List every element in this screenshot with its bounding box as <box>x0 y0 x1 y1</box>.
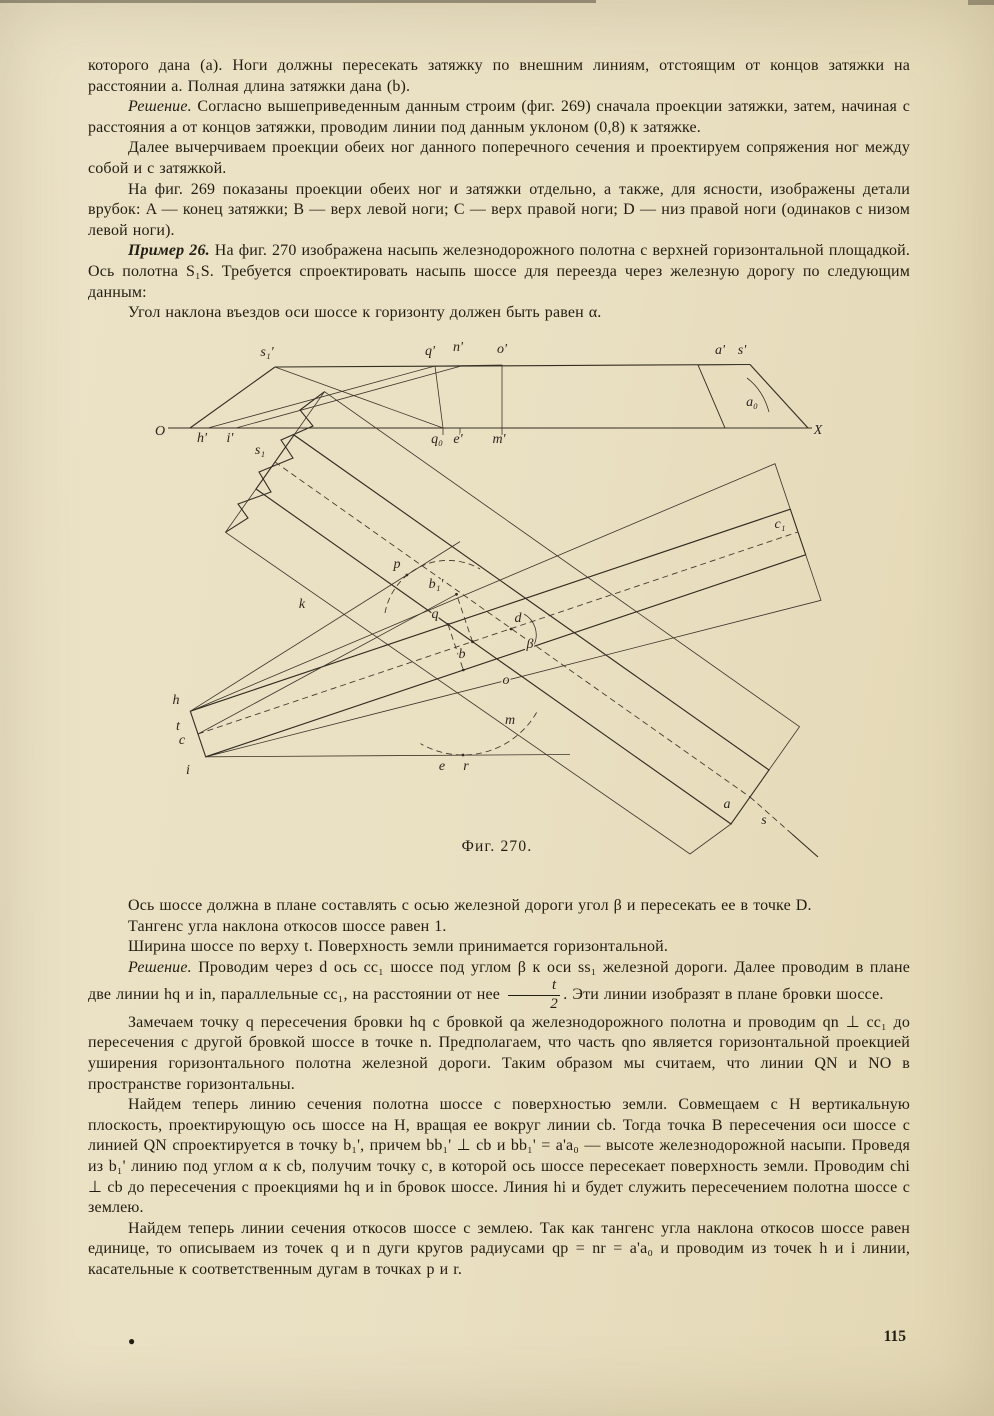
paragraph-dalee: Далее вычерчиваем проекции обеих ног данного поперечного сечения и проектируем сопряжения ног между собой и с затяжкой. <box>88 139 910 177</box>
road-approach-line-i <box>236 366 463 429</box>
print-mark: ● <box>128 1334 136 1348</box>
label-o: o <box>502 673 510 688</box>
label-s-prime: s' <box>737 343 747 358</box>
paragraph-text: Согласно вышеприведенным данным строим (фиг. 269) сначала проекции затяжки, затем, начиная с расстояния a от концов затяжки, проводим линии под данным уклоном (0,8) к затяжке. <box>88 98 910 136</box>
label-n-prime: n' <box>453 342 463 355</box>
paragraph-section-line: Найдем теперь линию сечения полотна шоссе с поверхностью земли. Совмещаем с H вертикальную плоскость, проектирующую ось шоссе на H, вращая ее вокруг линии cb. Тогда точка B пересечения оси шоссе с линией QN спроектируется в точку b₁', причем bb₁' ⊥ cb и bb₁' = a'a₀ — высоте железнодорожной насыпи. Проведя из b₁' линию под углом α к cb, получим точку c, в которой ось шоссе пересекает поверхность земли. Проводим chi ⊥ cb до пересечения с проекциями hq и in бровок шоссе. Линия hi и будет служить пересечением полотна шоссе с землею. <box>88 1096 910 1217</box>
point-b1-prime <box>455 593 458 596</box>
fraction-denominator: 2 <box>550 996 558 1013</box>
scan-edge-corner <box>968 0 994 5</box>
label-c: c <box>178 733 186 748</box>
embankment-top-line <box>275 365 750 368</box>
paragraph-angle-condition: Угол наклона въездов оси шоссе к горизонту должен быть равен α. <box>128 304 602 322</box>
point-p <box>406 574 409 577</box>
paragraph-lead: Решение. <box>128 98 192 116</box>
label-b: b <box>458 647 466 662</box>
highway-upper-slope <box>190 464 790 712</box>
scan-edge-top <box>0 0 596 3</box>
embankment-left-slope-line <box>190 367 275 428</box>
paragraph-tangent-condition: Тангенс угла наклона откосов шоссе равен 1. <box>128 917 447 935</box>
fraction-t-over-2 <box>508 978 560 1013</box>
paragraph-point-q: Замечаем точку q пересечения бровки hq с бровкой qa железнодорожного полотна и проводим qn ⊥ cc₁ до пересечения с другой бровкой шоссе в точке n. Предполагаем, что часть qno является горизонтальной проекцией уширения горизонтального полотна железной дороги. Таким образом мы считаем, что линии QN и NO в пространстве горизонтальны. <box>88 1013 910 1093</box>
label-o-prime: o' <box>497 342 507 357</box>
label-q: q <box>431 607 439 622</box>
label-k: k <box>298 597 306 612</box>
railway-lower-slope <box>226 489 732 854</box>
road-approach-line-h <box>208 366 435 428</box>
paragraph-example-26 <box>88 241 910 303</box>
label-h: h <box>172 693 180 708</box>
construction-diagonal-line <box>275 367 443 428</box>
figure-caption: Фиг. 270. <box>461 838 533 855</box>
figure-270 <box>150 342 980 862</box>
label-X: X <box>813 423 823 438</box>
label-p: p <box>393 557 401 572</box>
paragraph-slope-sections: Найдем теперь линии сечения откосов шоссе с землею. Так как тангенс угла наклона откосов шоссе равен единице, то описываем из точек q и n дуги кругов радиусами qp = nr = a'a₀ и проводим из точек h и i линии, касательные к соответственным дугам в точках p и r. <box>88 1219 910 1278</box>
label-t: t <box>176 719 180 734</box>
label-h-prime: h' <box>197 431 207 446</box>
line-bb1-dashed <box>457 594 473 641</box>
label-d: d <box>514 611 522 626</box>
fraction-numerator: t <box>508 978 560 996</box>
label-q-prime: q' <box>425 344 435 359</box>
label-e-prime: e' <box>453 432 463 447</box>
crossing-hatched-band-elevation <box>435 365 502 428</box>
arc-radius-nr <box>421 713 537 755</box>
highway-axis-dashed <box>198 532 798 734</box>
elevation-view <box>155 342 823 447</box>
tangent-line-h-p <box>190 542 460 712</box>
label-q0: q₀ <box>431 432 443 447</box>
tangent-line-i-r <box>206 755 570 757</box>
paragraph-lead: Пример 26. <box>128 242 210 260</box>
label-b1-prime: b₁' <box>428 577 444 592</box>
label-a0: a₀ <box>746 395 758 410</box>
railway-upper-slope <box>294 392 800 770</box>
label-beta: β <box>526 637 534 652</box>
paragraph-lead: Решение. <box>128 958 192 976</box>
label-a-prime: a' <box>715 343 725 358</box>
label-c1: c₁ <box>774 517 786 532</box>
label-s1: s₁ <box>254 443 266 458</box>
point-q <box>447 623 450 626</box>
line-b1-c-rotated-axis <box>198 594 457 734</box>
bottom-text-block <box>88 896 910 1281</box>
paragraph-continuation: которого дана (a). Ноги должны пересекать затяжку по внешним линиям, отстоящим от концов затяжки на расстоянии a. Полная длина затяжки дана (b). <box>88 57 910 95</box>
paragraph-axis-condition: Ось шоссе должна в плане составлять с осью железной дороги угол β и пересекать ее в точке D. <box>128 897 812 914</box>
figure-270-drawing <box>150 342 980 862</box>
paragraph-fig269: На фиг. 269 показаны проекции обеих ног и затяжки отдельно, а также, для ясности, изображены детали врубок: A — конец затяжки; B — верх левой ноги; C — верх правой ноги; D — низ правой ноги (одинаков с низом левой ноги). <box>88 180 910 239</box>
highway-platform <box>190 509 805 757</box>
label-i: i <box>186 763 190 778</box>
paragraph-text: . Эти линии изобразят в плане бровки шоссе. <box>563 986 884 1004</box>
paragraph-text: На фиг. 270 изображена насыпь железнодорожного полотна с верхней горизонтальной площадкой. Ось полотна S₁S. Требуется спроектировать насыпь шоссе для переезда через железную дорогу по следующим данным: <box>88 242 910 301</box>
label-O: O <box>154 424 166 439</box>
label-s: s <box>761 813 767 828</box>
point-d <box>510 628 513 631</box>
label-m-prime: m' <box>492 432 506 447</box>
top-text-block <box>88 56 910 324</box>
page-number: 115 <box>883 1328 906 1345</box>
point-b <box>471 640 474 643</box>
railway-axis-tail-dashed <box>750 797 792 834</box>
paragraph-text: Проводим через d ось cc₁ шоссе под углом β к оси ss₁ железной дороги. Далее проводим в плане две линии hq и in, параллельные cc₁, на расстоянии от нее <box>88 958 910 1004</box>
paragraph-width-condition: Ширина шоссе по верху t. Поверхность земли принимается горизонтальной. <box>128 938 669 956</box>
label-i-prime: i' <box>226 431 234 446</box>
label-r: r <box>463 759 469 774</box>
point-n <box>462 669 465 672</box>
paragraph-solution-269 <box>88 97 910 138</box>
paragraph-solution-270 <box>88 958 910 1013</box>
railway-axis-dashed <box>275 462 750 797</box>
point-r <box>462 754 465 757</box>
label-m: m <box>504 713 516 728</box>
plan-view <box>173 392 822 857</box>
label-a: a <box>723 797 731 812</box>
label-e: e <box>438 759 446 774</box>
label-s1-prime: s₁' <box>260 345 274 360</box>
